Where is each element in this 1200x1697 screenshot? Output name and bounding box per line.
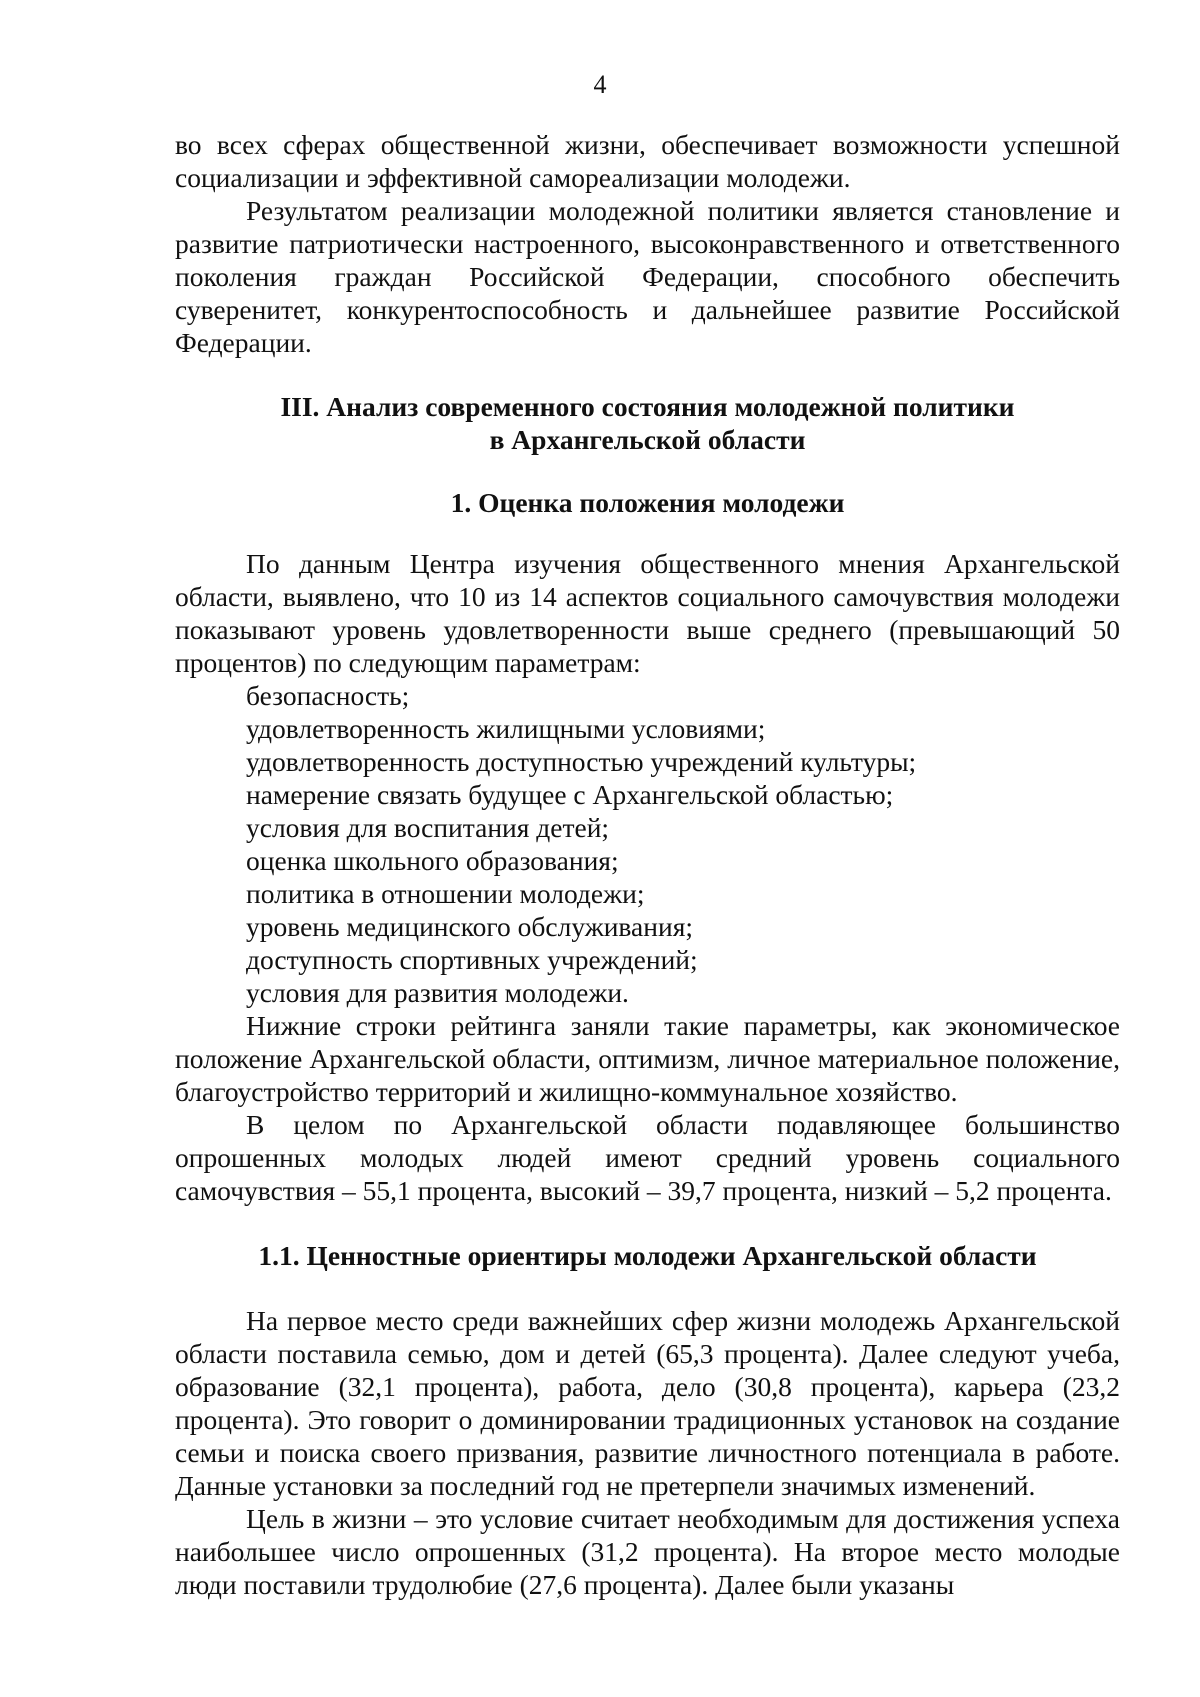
list-item: политика в отношении молодежи;	[246, 878, 645, 909]
subheading-values: 1.1. Ценностные ориентиры молодежи Архангельской области	[258, 1240, 1037, 1271]
list-item: оценка школьного образования;	[246, 845, 619, 876]
list-item: намерение связать будущее с Архангельской областью;	[246, 779, 894, 810]
paragraph-continuation: во всех сферах общественной жизни, обеспечивает возможности успешной социализации и эффективной самореализации молодежи.	[175, 129, 1120, 193]
list-item: уровень медицинского обслуживания;	[246, 911, 693, 942]
paragraph-goal: Цель в жизни – это условие считает необходимым для достижения успеха наибольшее число опрошенных (31,2 процента). На второе место молодые люди поставили трудолюбие (27,6 процента). Далее были указаны	[175, 1503, 1120, 1600]
subheading-assessment: 1. Оценка положения молодежи	[450, 487, 845, 518]
list-item: условия для воспитания детей;	[246, 812, 610, 843]
list-item: доступность спортивных учреждений;	[246, 944, 698, 975]
list-item: условия для развития молодежи.	[246, 977, 629, 1008]
paragraph-values: На первое место среди важнейших сфер жизни молодежь Архангельской области поставила семью, дом и детей (65,3 процента). Далее следуют учеба, образование (32,1 процента), работа, дело (30,8 процента), карьера (23,2 процента). Это говорит о доминировании традиционных установок на создание семьи и поиска своего призвания, развитие личностного потенциала в работе. Данные установки за последний год не претерпели значимых изменений.	[175, 1305, 1120, 1501]
parameters-list	[175, 679, 1120, 1009]
paragraph-survey-intro: По данным Центра изучения общественного мнения Архангельской области, выявлено, что 10 из 14 аспектов социального самочувствия молодежи показывают уровень удовлетворенности выше среднего (превышающий 50 процентов) по следующим параметрам:	[175, 548, 1120, 678]
paragraph-overall: В целом по Архангельской области подавляющее большинство опрошенных молодых людей имеют средний уровень социального самочувствия – 55,1 процента, высокий – 39,7 процента, низкий – 5,2 процента.	[175, 1109, 1120, 1206]
section-heading	[175, 390, 1120, 456]
page-number: 4	[593, 70, 607, 99]
list-item: безопасность;	[246, 680, 410, 711]
document-body	[175, 128, 1120, 1601]
section-heading-line-2: в Архангельской области	[489, 424, 806, 455]
section-heading-line-1: III. Анализ современного состояния молодежной политики	[280, 391, 1015, 422]
list-item: удовлетворенность доступностью учреждений культуры;	[246, 746, 917, 777]
paragraph-rating-bottom: Нижние строки рейтинга заняли такие параметры, как экономическое положение Архангельской области, оптимизм, личное материальное положение, благоустройство территорий и жилищно-коммунальное хозяйство.	[175, 1010, 1120, 1107]
paragraph-result: Результатом реализации молодежной политики является становление и развитие патриотически настроенного, высоконравственного и ответственного поколения граждан Российской Федерации, способного обеспечить суверенитет, конкурентоспособность и дальнейшее развитие Российской Федерации.	[175, 195, 1120, 358]
list-item: удовлетворенность жилищными условиями;	[246, 713, 766, 744]
